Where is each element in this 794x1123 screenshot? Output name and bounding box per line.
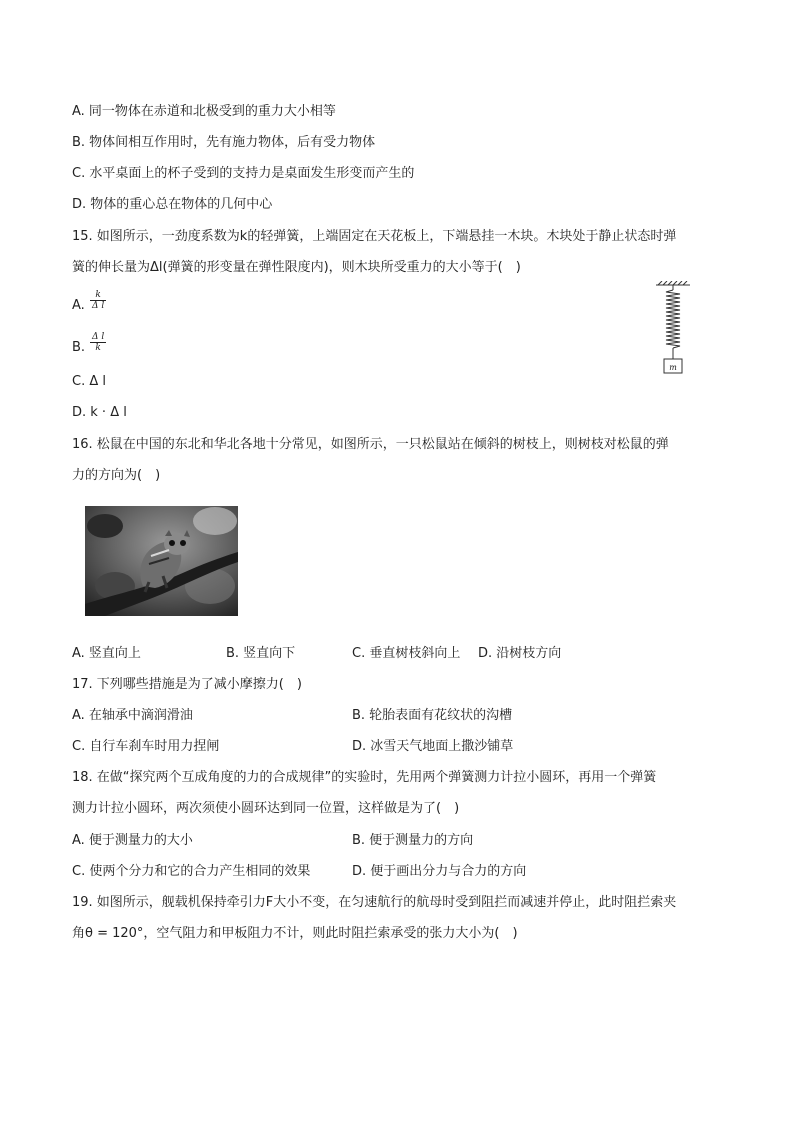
q14-option-d: D. 物体的重心总在物体的几何中心 (72, 197, 273, 212)
q15-option-a-fraction (90, 290, 106, 311)
q16-stem-line2: 力的方向为( ) (72, 468, 161, 483)
block-label: m (669, 363, 677, 372)
q15-option-b-fraction (90, 332, 106, 353)
q14-option-c: C. 水平桌面上的杯子受到的支持力是桌面发生形变而产生的 (72, 166, 415, 181)
q17-option-b: B. 轮胎表面有花纹状的沟槽 (352, 708, 513, 723)
q16-option-d: D. 沿树枝方向 (478, 646, 562, 661)
squirrel-photo (85, 506, 238, 616)
q17-option-a: A. 在轴承中滴润滑油 (72, 708, 193, 723)
fraction-numerator: k (95, 290, 101, 300)
q15-stem-line1: 15. 如图所示，一劲度系数为k的轻弹簧，上端固定在天花板上，下端悬挂一木块。木块处于静止状态时弹 (72, 229, 677, 244)
q16-stem-line1: 16. 松鼠在中国的东北和华北各地十分常见，如图所示，一只松鼠站在倾斜的树枝上，则树枝对松鼠的弹 (72, 437, 669, 452)
q18-stem-line1: 18. 在做“探究两个互成角度的力的合成规律”的实验时，先用两个弹簧测力计拉小圆环，再用一个弹簧 (72, 770, 657, 785)
q15-option-d: D. k · Δ l (72, 405, 127, 420)
ceiling-hatch (656, 281, 690, 285)
q17-option-d: D. 冰雪天气地面上撒沙铺草 (352, 739, 514, 754)
q19-stem-line1: 19. 如图所示，舰载机保持牵引力F大小不变，在匀速航行的航母时受到阻拦而减速并停止，此时阻拦索夹 (72, 895, 677, 910)
q16-option-a: A. 竖直向上 (72, 646, 141, 661)
fraction-denominator: k (95, 343, 101, 353)
q18-option-c: C. 使两个分力和它的合力产生相同的效果 (72, 864, 311, 879)
q16-option-b: B. 竖直向下 (226, 646, 296, 661)
q18-stem-line2: 测力计拉小圆环，两次须使小圆环达到同一位置，这样做是为了( ) (72, 801, 460, 816)
fraction-denominator: Δ l (92, 301, 105, 311)
spring-figure (652, 281, 694, 377)
q18-option-b: B. 便于测量力的方向 (352, 833, 474, 848)
q17-stem: 17. 下列哪些措施是为了减小摩擦力( ) (72, 677, 302, 692)
q18-option-a: A. 便于测量力的大小 (72, 833, 193, 848)
q18-option-d: D. 便于画出分力与合力的方向 (352, 864, 527, 879)
q15-option-a-label: A. (72, 298, 85, 313)
q19-stem-line2: 角θ = 120°，空气阻力和甲板阻力不计，则此时阻拦索承受的张力大小为( ) (72, 926, 518, 941)
q14-option-b: B. 物体间相互作用时，先有施力物体，后有受力物体 (72, 135, 376, 150)
q15-option-b-label: B. (72, 340, 86, 355)
q15-stem-line2: 簧的伸长量为Δl(弹簧的形变量在弹性限度内)，则木块所受重力的大小等于( ) (72, 260, 521, 275)
spring-coil (666, 285, 680, 359)
q16-option-c: C. 垂直树枝斜向上 (352, 646, 461, 661)
q14-option-a: A. 同一物体在赤道和北极受到的重力大小相等 (72, 104, 336, 119)
q17-option-c: C. 自行车刹车时用力捏闸 (72, 739, 220, 754)
fraction-numerator: Δ l (92, 332, 105, 342)
q15-option-c: C. Δ l (72, 374, 106, 389)
